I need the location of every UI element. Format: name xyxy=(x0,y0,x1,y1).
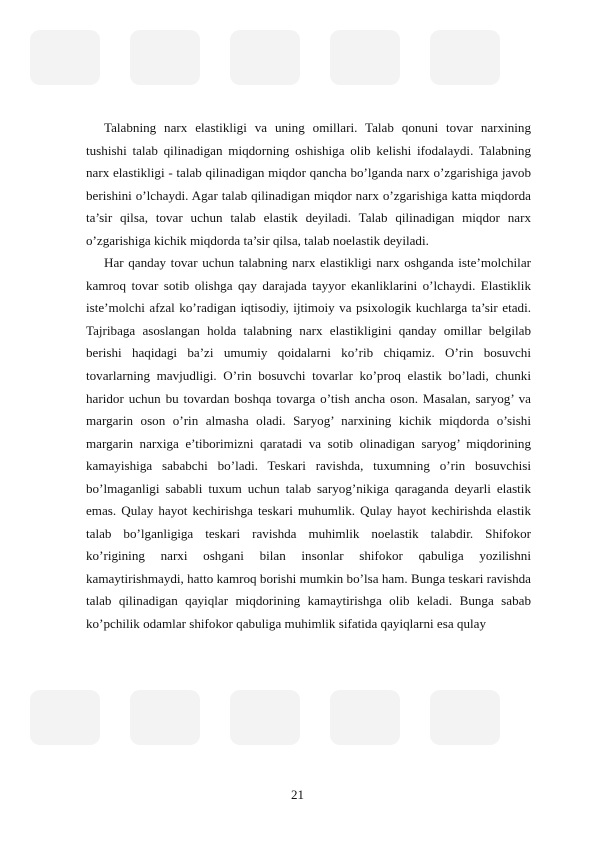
document-body xyxy=(86,117,531,636)
page-number: 21 xyxy=(291,787,304,802)
paragraph-1: Talabning narx elastikligi va uning omillari. Talab qonuni tovar narxining tushishi talab qilinadigan miqdorning oshishiga olib kelishi ifodalaydi. Talabning narx elastikligi - talab qilinadigan miqdor qancha bo’lganda narx o’zgarishiga javob berishini o’lchaydi. Agar talab qilinadigan miqdor narx o’zgarishiga katta miqdorda ta’sir qilsa, tovar uchun talab elastik deyiladi. Talab qilinadigan miqdor narx o’zgarishiga kichik miqdorda ta’sir qilsa, talab noelastik deyiladi. xyxy=(86,120,531,248)
paragraph-2: Har qanday tovar uchun talabning narx elastikligi narx oshganda iste’molchilar kamroq tovar sotib olishga qay darajada tayyor ekanliklarini o’lchaydi. Elastiklik iste’molchi afzal ko’radigan iqtisodiy, ijtimoiy va psixologik kuchlarga ta’sir etadi. Tajribaga asoslangan holda talabning narx elastikligini qanday omillar belgilab berishi haqidagi ba’zi umumiy qoidalarni ko’rib chiqamiz. O’rin bosuvchi tovarlarning mavjudligi. O’rin bosuvchi tovarlar ko’proq elastik bo’ladi, chunki haridor uchun bu tovardan boshqa tovarga o’tish ancha oson. Masalan, saryog’ va margarin oson o’rin almasha oladi. Saryog’ narxining kichik miqdorda o’sishi margarin narxiga e’tiborimizni qaratadi va sotib olinadigan saryog’ miqdorining kamayishiga sababchi bo’ladi. Teskari ravishda, tuxumning o’rin bosuvchisi bo’lmaganligi sababli tuxum uchun talab saryog’nikiga qaraganda deyarli elastik emas. Qulay hayot kechirishga teskari muhumlik. Qulay hayot kechirishda elastik talab bo’lganligiga teskari ravishda muhimlik noelastik talabdir. Shifokor ko’rigining narxi oshgani bilan insonlar shifokor qabuliga yozilishni kamaytirishmaydi, hatto kamroq borishi mumkin bo’lsa ham. Bunga teskari ravishda talab qilinadigan qayiqlar miqdorining kamaytirishga olib keladi. Bunga sabab ko’pchilik odamlar shifokor qabuliga muhimlik sifatida qayiqlarni esa qulay xyxy=(86,255,531,632)
